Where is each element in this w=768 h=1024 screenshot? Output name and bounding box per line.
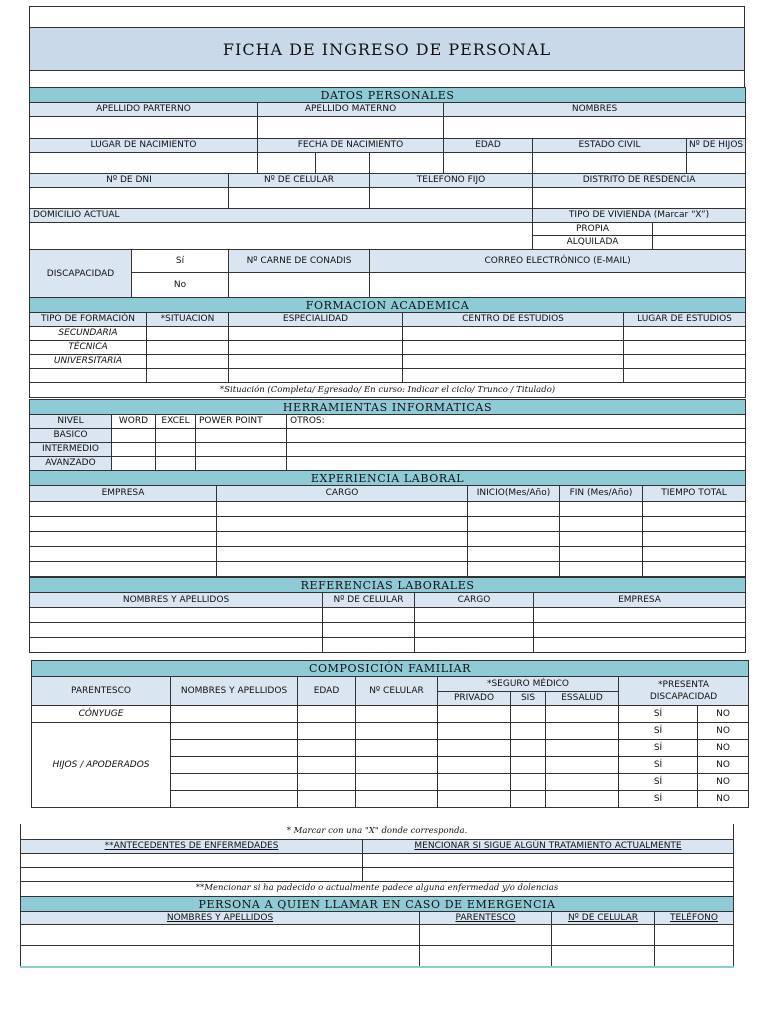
familiar-cell[interactable] — [546, 723, 619, 740]
propia-label: PROPIA — [533, 223, 653, 236]
col-lugar-estudios: LUGAR DE ESTUDIOS — [624, 313, 746, 327]
experiencia-cell[interactable] — [217, 517, 468, 532]
formacion-row-label: TÉCNICA — [30, 341, 147, 355]
col-fam-celular: Nº CELULAR — [356, 677, 438, 706]
col-em-nombres: NOMBRES Y APELLIDOS — [21, 912, 420, 925]
col-em-celular: Nº DE CELULAR — [552, 912, 655, 925]
tratamiento-field[interactable] — [363, 867, 734, 881]
col-ref-cargo: CARGO — [415, 593, 534, 608]
apellido-paterno-label: APELLIDO PARTERNO — [30, 103, 258, 117]
tratamiento-field[interactable] — [363, 853, 734, 867]
emergencia-header: PERSONA A QUIEN LLAMAR EN CASO DE EMERGENCIA — [21, 897, 734, 912]
herramienta-cell[interactable] — [287, 429, 746, 443]
referencia-cell[interactable] — [323, 638, 415, 653]
fecha-anio-field[interactable] — [370, 153, 444, 174]
experiencia-cell[interactable] — [30, 562, 217, 577]
herramienta-cell[interactable] — [196, 443, 287, 457]
formacion-cell[interactable] — [624, 369, 746, 383]
discapacidad-no-option[interactable]: No — [132, 273, 229, 299]
familiar-cell[interactable] — [171, 723, 298, 740]
nivel-row-label: BASICO — [30, 429, 112, 443]
col-seguro-medico: *SEGURO MÉDICO — [438, 677, 619, 692]
experiencia-cell[interactable] — [217, 532, 468, 547]
formacion-cell[interactable] — [403, 341, 624, 355]
experiencia-cell[interactable] — [560, 502, 643, 517]
formacion-cell[interactable] — [229, 341, 403, 355]
carne-conadis-label: Nº CARNE DE CONADIS — [229, 250, 370, 273]
col-cargo: CARGO — [217, 486, 468, 502]
nivel-row-label: INTERMEDIO — [30, 443, 112, 457]
formacion-cell[interactable] — [624, 341, 746, 355]
form-title-banner — [29, 27, 745, 71]
discapacidad-si-option[interactable]: SÍ — [619, 723, 698, 740]
antecedentes-field[interactable] — [21, 853, 363, 867]
familiar-cell[interactable] — [511, 774, 546, 791]
discapacidad-no-option[interactable]: NO — [698, 757, 749, 774]
familiar-cell[interactable] — [511, 791, 546, 808]
familiar-cell[interactable] — [546, 706, 619, 723]
familiar-cell[interactable] — [171, 757, 298, 774]
referencia-cell[interactable] — [30, 638, 323, 653]
situacion-note: *Situación (Completa/ Egresado/ En curso: Indicar el ciclo/ Trunco / Titulado) — [30, 383, 746, 398]
experiencia-cell[interactable] — [468, 547, 560, 562]
col-word: WORD — [112, 415, 156, 429]
formacion-cell[interactable] — [403, 355, 624, 369]
col-ref-nombres: NOMBRES Y APELLIDOS — [30, 593, 323, 608]
herramienta-cell[interactable] — [156, 443, 196, 457]
familiar-cell[interactable] — [511, 757, 546, 774]
emergencia-cell[interactable] — [552, 925, 655, 946]
formacion-header: FORMACION ACADEMICA — [30, 298, 746, 313]
referencia-cell[interactable] — [534, 608, 746, 623]
formacion-cell[interactable] — [624, 327, 746, 341]
referencia-cell[interactable] — [415, 638, 534, 653]
discapacidad-no-option[interactable]: NO — [698, 723, 749, 740]
telefono-fijo-field[interactable] — [370, 188, 533, 209]
numero-hijos-field[interactable] — [687, 153, 746, 174]
familiar-cell[interactable] — [546, 774, 619, 791]
col-tiempo-total: TIEMPO TOTAL — [643, 486, 746, 502]
discapacidad-si-option[interactable]: SÍ — [619, 791, 698, 808]
familiar-cell[interactable] — [438, 706, 511, 723]
familiar-header: COMPOSICIÓN FAMILIAR — [32, 661, 749, 677]
estado-civil-field[interactable] — [533, 153, 687, 174]
experiencia-header: EXPERIENCIA LABORAL — [30, 471, 746, 486]
nombres-field[interactable] — [444, 117, 746, 139]
experiencia-cell[interactable] — [30, 547, 217, 562]
carne-conadis-field[interactable] — [229, 273, 370, 299]
herramienta-cell[interactable] — [287, 457, 746, 471]
referencia-cell[interactable] — [415, 623, 534, 638]
experiencia-cell[interactable] — [560, 532, 643, 547]
experiencia-cell[interactable] — [560, 562, 643, 577]
herramienta-cell[interactable] — [287, 443, 746, 457]
familiar-cell[interactable] — [298, 723, 356, 740]
referencia-cell[interactable] — [30, 608, 323, 623]
domicilio-field[interactable] — [30, 223, 533, 250]
formacion-cell[interactable] — [229, 327, 403, 341]
familiar-cell[interactable] — [356, 706, 438, 723]
experiencia-cell[interactable] — [643, 547, 746, 562]
formacion-row-label: UNIVERSITARIA — [30, 355, 147, 369]
col-presenta-discapacidad — [619, 677, 749, 706]
familiar-cell[interactable] — [356, 723, 438, 740]
experiencia-cell[interactable] — [30, 532, 217, 547]
telefono-fijo-label: TELEFONO FIJO — [370, 174, 533, 188]
familiar-cell[interactable] — [511, 740, 546, 757]
antecedentes-field[interactable] — [21, 867, 363, 881]
emergencia-cell[interactable] — [552, 946, 655, 967]
herramienta-cell[interactable] — [112, 443, 156, 457]
celular-field[interactable] — [229, 188, 370, 209]
formacion-cell[interactable] — [147, 369, 229, 383]
formacion-cell[interactable] — [229, 355, 403, 369]
familiar-cell[interactable] — [438, 740, 511, 757]
discapacidad-no-option[interactable]: NO — [698, 791, 749, 808]
discapacidad-no-option[interactable]: NO — [698, 774, 749, 791]
familiar-cell[interactable] — [438, 757, 511, 774]
form-title: FICHA DE INGRESO DE PERSONAL — [222, 39, 552, 59]
edad-label: EDAD — [444, 139, 533, 153]
experiencia-cell[interactable] — [468, 517, 560, 532]
discapacidad-si-option[interactable]: SÍ — [619, 774, 698, 791]
familiar-cell[interactable] — [171, 791, 298, 808]
col-fam-nombres: NOMBRES Y APELLIDOS — [171, 677, 298, 706]
enfermedades-note: **Mencionar si ha padecido o actualmente padece alguna enfermedad y/o dolencias — [21, 881, 734, 896]
experiencia-cell[interactable] — [30, 517, 217, 532]
formacion-cell[interactable] — [147, 341, 229, 355]
discapacidad-si-option[interactable]: Sí — [132, 250, 229, 273]
referencia-cell[interactable] — [534, 638, 746, 653]
referencia-cell[interactable] — [30, 623, 323, 638]
col-especialidad: ESPECIALIDAD — [229, 313, 403, 327]
referencia-cell[interactable] — [534, 623, 746, 638]
familiar-cell[interactable] — [546, 740, 619, 757]
correo-label: CORREO ELECTRÓNICO (E-MAIL) — [370, 250, 746, 273]
celular-label: Nº DE CELULAR — [229, 174, 370, 188]
dni-label: Nº DE DNI — [30, 174, 229, 188]
experiencia-cell[interactable] — [643, 517, 746, 532]
familiar-cell[interactable] — [171, 774, 298, 791]
familiar-cell[interactable] — [356, 740, 438, 757]
dni-field[interactable] — [30, 188, 229, 209]
apellido-paterno-field[interactable] — [30, 117, 258, 139]
experiencia-cell[interactable] — [30, 502, 217, 517]
familiar-cell[interactable] — [298, 706, 356, 723]
alquilada-checkbox[interactable] — [653, 236, 746, 250]
numero-hijos-label: Nº DE HIJOS — [687, 139, 746, 153]
col-ref-celular: Nº DE CELULAR — [323, 593, 415, 608]
formacion-cell[interactable] — [229, 369, 403, 383]
herramientas-header: HERRAMIENTAS INFORMATICAS — [30, 400, 746, 415]
experiencia-cell[interactable] — [468, 502, 560, 517]
familiar-cell[interactable] — [438, 774, 511, 791]
emergencia-cell[interactable] — [655, 925, 734, 946]
domicilio-label: DOMICILIO ACTUAL — [30, 209, 533, 223]
familiar-cell[interactable] — [298, 757, 356, 774]
lugar-nacimiento-field[interactable] — [30, 153, 258, 174]
formacion-section — [29, 297, 746, 398]
emergencia-section — [20, 896, 734, 968]
emergencia-cell[interactable] — [21, 946, 420, 967]
discapacidad-si-option[interactable]: SÍ — [619, 757, 698, 774]
experiencia-cell[interactable] — [643, 562, 746, 577]
estado-civil-label: ESTADO CIVIL — [533, 139, 687, 153]
col-empresa: EMPRESA — [30, 486, 217, 502]
discapacidad-si-option[interactable]: SÍ — [619, 706, 698, 723]
familiar-cell[interactable] — [546, 791, 619, 808]
col-sis: SIS — [511, 692, 546, 706]
tipo-vivienda-label: TIPO DE VIVIENDA (Marcar “X”) — [533, 209, 746, 223]
herramienta-cell[interactable] — [112, 457, 156, 471]
title-spacer — [29, 71, 745, 87]
col-inicio: INICIO(Mes/Año) — [468, 486, 560, 502]
col-em-parentesco: PARENTESCO — [420, 912, 552, 925]
herramienta-cell[interactable] — [156, 429, 196, 443]
fecha-dia-field[interactable] — [258, 153, 316, 174]
formacion-row-label — [30, 369, 147, 383]
col-ref-empresa: EMPRESA — [534, 593, 746, 608]
fecha-nacimiento-label: FECHA DE NACIMIENTO — [258, 139, 444, 153]
col-essalud: ESSALUD — [546, 692, 619, 706]
datos-personales-header: DATOS PERSONALES — [30, 88, 746, 103]
fecha-mes-field[interactable] — [316, 153, 370, 174]
distrito-field[interactable] — [533, 188, 746, 209]
familiar-cell[interactable] — [438, 791, 511, 808]
emergencia-cell[interactable] — [21, 925, 420, 946]
col-antecedentes: **ANTECEDENTES DE ENFERMEDADES — [21, 839, 363, 853]
experiencia-cell[interactable] — [217, 562, 468, 577]
referencia-cell[interactable] — [323, 608, 415, 623]
familiar-cell[interactable] — [356, 774, 438, 791]
discapacidad-si-option[interactable]: SÍ — [619, 740, 698, 757]
formacion-cell[interactable] — [147, 355, 229, 369]
familiar-cell[interactable] — [511, 723, 546, 740]
referencia-cell[interactable] — [415, 608, 534, 623]
col-fin: FIN (Mes/Año) — [560, 486, 643, 502]
emergencia-cell[interactable] — [420, 925, 552, 946]
antecedentes-section — [20, 824, 734, 897]
apellido-materno-field[interactable] — [258, 117, 444, 139]
familiar-section — [31, 660, 749, 808]
correo-field[interactable] — [370, 273, 746, 299]
col-em-telefono: TELÉFONO — [655, 912, 734, 925]
col-tipo-formacion: TIPO DE FORMACIÓN — [30, 313, 147, 327]
presenta-label: *PRESENTA — [658, 679, 709, 690]
experiencia-cell[interactable] — [468, 532, 560, 547]
referencia-cell[interactable] — [323, 623, 415, 638]
formacion-cell[interactable] — [403, 369, 624, 383]
experiencia-cell[interactable] — [217, 502, 468, 517]
herramienta-cell[interactable] — [112, 429, 156, 443]
col-parentesco: PARENTESCO — [32, 677, 171, 706]
discapacidad-label: DISCAPACIDAD — [649, 691, 718, 702]
hijos-apoderados-label: HIJOS / APODERADOS — [32, 723, 171, 808]
apellido-materno-label: APELLIDO MATERNO — [258, 103, 444, 117]
col-centro-estudios: CENTRO DE ESTUDIOS — [403, 313, 624, 327]
emergencia-cell[interactable] — [420, 946, 552, 967]
conyuge-label: CÓNYUGE — [32, 706, 171, 723]
formacion-row-label: SECUNDARIA — [30, 327, 147, 341]
experiencia-cell[interactable] — [643, 502, 746, 517]
formacion-cell[interactable] — [624, 355, 746, 369]
herramienta-cell[interactable] — [196, 429, 287, 443]
discapacidad-no-option[interactable]: NO — [698, 740, 749, 757]
col-excel: EXCEL — [156, 415, 196, 429]
herramienta-cell[interactable] — [156, 457, 196, 471]
familiar-cell[interactable] — [298, 774, 356, 791]
col-nivel: NIVEL — [30, 415, 112, 429]
col-power-point: POWER POINT — [196, 415, 287, 429]
referencias-header: REFERENCIAS LABORALES — [30, 578, 746, 593]
edad-field[interactable] — [444, 153, 533, 174]
emergencia-cell[interactable] — [655, 946, 734, 967]
formacion-cell[interactable] — [403, 327, 624, 341]
nivel-row-label: AVANZADO — [30, 457, 112, 471]
familiar-cell[interactable] — [438, 723, 511, 740]
alquilada-label: ALQUILADA — [533, 236, 653, 250]
experiencia-cell[interactable] — [217, 547, 468, 562]
experiencia-cell[interactable] — [560, 547, 643, 562]
col-tratamiento: MENCIONAR SI SIGUE ALGÚN TRATAMIENTO ACTUALMENTE — [363, 839, 734, 853]
discapacidad-no-option[interactable]: NO — [698, 706, 749, 723]
form-top-border — [29, 6, 745, 27]
familiar-cell[interactable] — [511, 706, 546, 723]
familiar-cell[interactable] — [298, 740, 356, 757]
referencias-section — [29, 577, 746, 653]
familiar-cell[interactable] — [356, 757, 438, 774]
col-privado: PRIVADO — [438, 692, 511, 706]
familiar-cell[interactable] — [356, 791, 438, 808]
herramientas-section — [29, 399, 746, 471]
experiencia-section — [29, 470, 746, 577]
lugar-nacimiento-label: LUGAR DE NACIMIENTO — [30, 139, 258, 153]
familiar-cell[interactable] — [546, 757, 619, 774]
distrito-label: DISTRITO DE RESDENCIA — [533, 174, 746, 188]
marcar-note: * Marcar con una "X" donde corresponda. — [21, 824, 734, 839]
herramienta-cell[interactable] — [196, 457, 287, 471]
experiencia-cell[interactable] — [643, 532, 746, 547]
experiencia-cell[interactable] — [560, 517, 643, 532]
familiar-cell[interactable] — [171, 706, 298, 723]
experiencia-cell[interactable] — [468, 562, 560, 577]
propia-checkbox[interactable] — [653, 223, 746, 236]
datos-personales-section — [29, 87, 746, 299]
formacion-cell[interactable] — [147, 327, 229, 341]
col-fam-edad: EDAD — [298, 677, 356, 706]
discapacidad-label: DISCAPACIDAD — [30, 250, 132, 299]
familiar-cell[interactable] — [171, 740, 298, 757]
nombres-label: NOMBRES — [444, 103, 746, 117]
col-situacion: *SITUACION — [147, 313, 229, 327]
familiar-cell[interactable] — [298, 791, 356, 808]
col-otros: OTROS: — [287, 415, 746, 429]
